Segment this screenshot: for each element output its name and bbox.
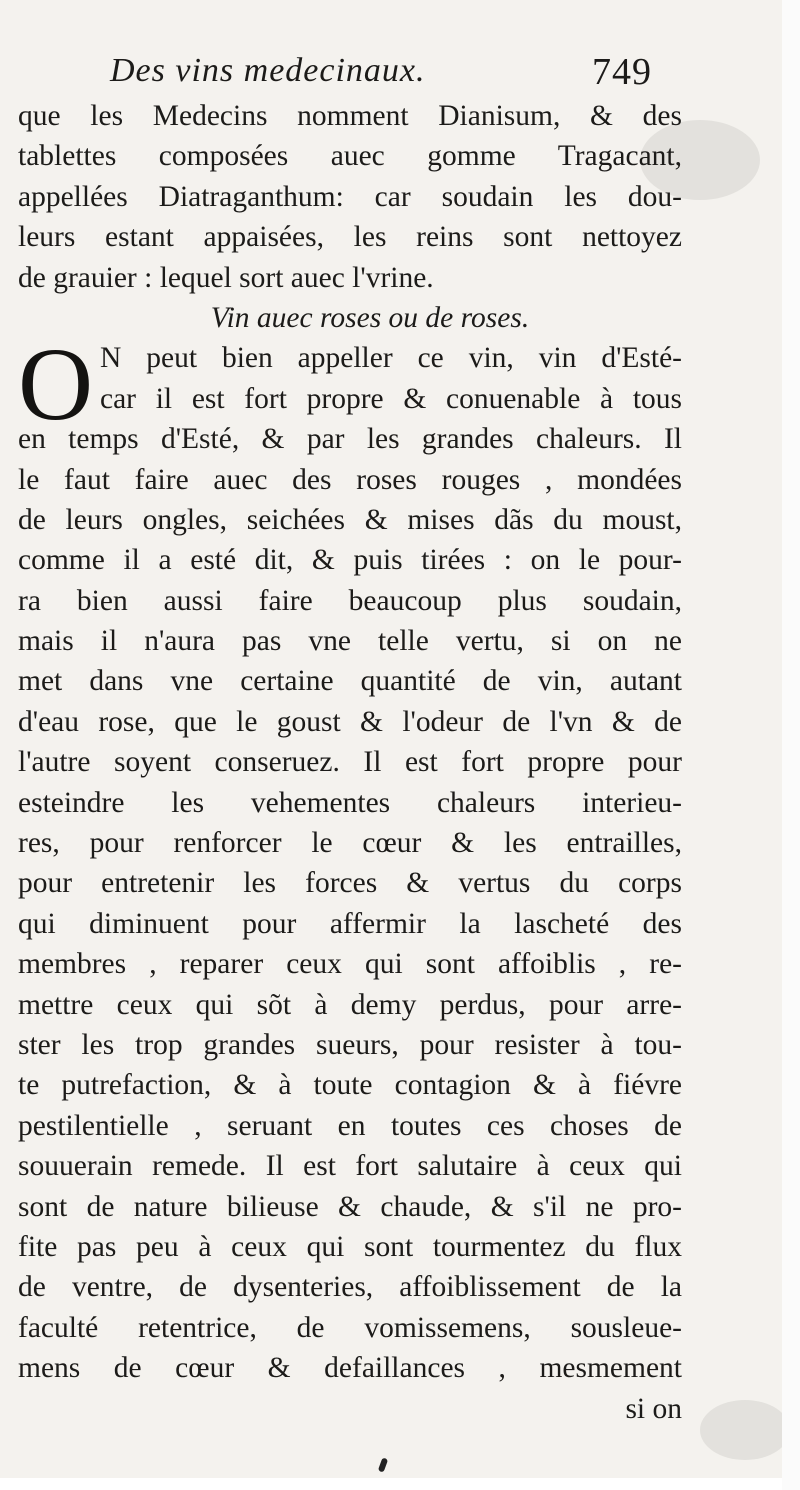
paragraph-line: car il est fort propre & conuenable à tous xyxy=(100,382,682,415)
text-line: tablettes composées auec gomme Tragacant, xyxy=(18,140,682,173)
scan-margin xyxy=(782,0,800,1490)
paragraph-line: de leurs ongles, seichées & mises dãs du moust, xyxy=(18,503,682,536)
paragraph-line: d'eau rose, que le goust & l'odeur de l'vn & de xyxy=(18,705,682,738)
drop-cap: O xyxy=(18,327,94,442)
paragraph-line: pestilentielle , seruant en toutes ces choses de xyxy=(18,1109,682,1142)
paragraph-line: fite pas peu à ceux qui sont tourmentez du flux xyxy=(18,1230,682,1263)
paragraph-line: membres , reparer ceux qui sont affoiblis , re- xyxy=(18,948,682,981)
ink-speck xyxy=(378,1457,388,1472)
paragraph-line: N peut bien appeller ce vin, vin d'Esté- xyxy=(100,342,682,375)
paper-stain xyxy=(700,1400,782,1460)
body-text xyxy=(18,96,682,1429)
paragraph-line: sont de nature bilieuse & chaude, & s'il ne pro- xyxy=(18,1190,682,1223)
paragraph-line: esteindre les vehementes chaleurs interieu- xyxy=(18,786,682,819)
paragraph-line: ra bien aussi faire beaucoup plus soudain, xyxy=(18,584,682,617)
paragraph-line: de ventre, de dysenteries, affoiblissement de la xyxy=(18,1271,682,1304)
paragraph-line: te putrefaction, & à toute contagion & à fiévre xyxy=(18,1069,682,1102)
text-line: leurs estant appaisées, les reins sont nettoyez xyxy=(18,221,682,254)
paragraph-line: faculté retentrice, de vomissemens, sousleue- xyxy=(18,1311,682,1344)
section-heading: Vin auec roses ou de roses. xyxy=(210,301,530,334)
paragraph-line: mettre ceux qui sõt à demy perdus, pour arre- xyxy=(18,988,682,1021)
paragraph-line: mens de cœur & defaillances , mesmement xyxy=(18,1352,682,1385)
paragraph-line: mais il n'aura pas vne telle vertu, si on ne xyxy=(18,625,682,658)
paragraph-line: le faut faire auec des roses rouges , mondées xyxy=(18,463,682,496)
paragraph-line: qui diminuent pour affermir la lascheté des xyxy=(18,907,682,940)
paragraph-line: souuerain remede. Il est fort salutaire à ceux qui xyxy=(18,1150,682,1183)
paragraph-line: pour entretenir les forces & vertus du corps xyxy=(18,867,682,900)
paragraph-line: ster les trop grandes sueurs, pour resister à tou- xyxy=(18,1028,682,1061)
catchword: si on xyxy=(625,1392,682,1425)
paragraph-line: res, pour renforcer le cœur & les entrailles, xyxy=(18,827,682,860)
text-line: que les Medecins nomment Dianisum, & des xyxy=(18,100,682,132)
text-line: appellées Diatraganthum: car soudain les dou- xyxy=(18,180,682,213)
page-number: 749 xyxy=(592,51,652,93)
paragraph-line: en temps d'Esté, & par les grandes chaleurs. Il xyxy=(18,423,682,456)
paragraph-line: met dans vne certaine quantité de vin, autant xyxy=(18,665,682,698)
paragraph-line: comme il a esté dit, & puis tirées : on le pour- xyxy=(18,544,682,577)
running-head: Des vins medecinaux. xyxy=(110,52,426,89)
text-line: de grauier : lequel sort auec l'vrine. xyxy=(18,261,434,294)
paragraph-line: l'autre soyent conseruez. Il est fort propre pour xyxy=(18,746,682,779)
